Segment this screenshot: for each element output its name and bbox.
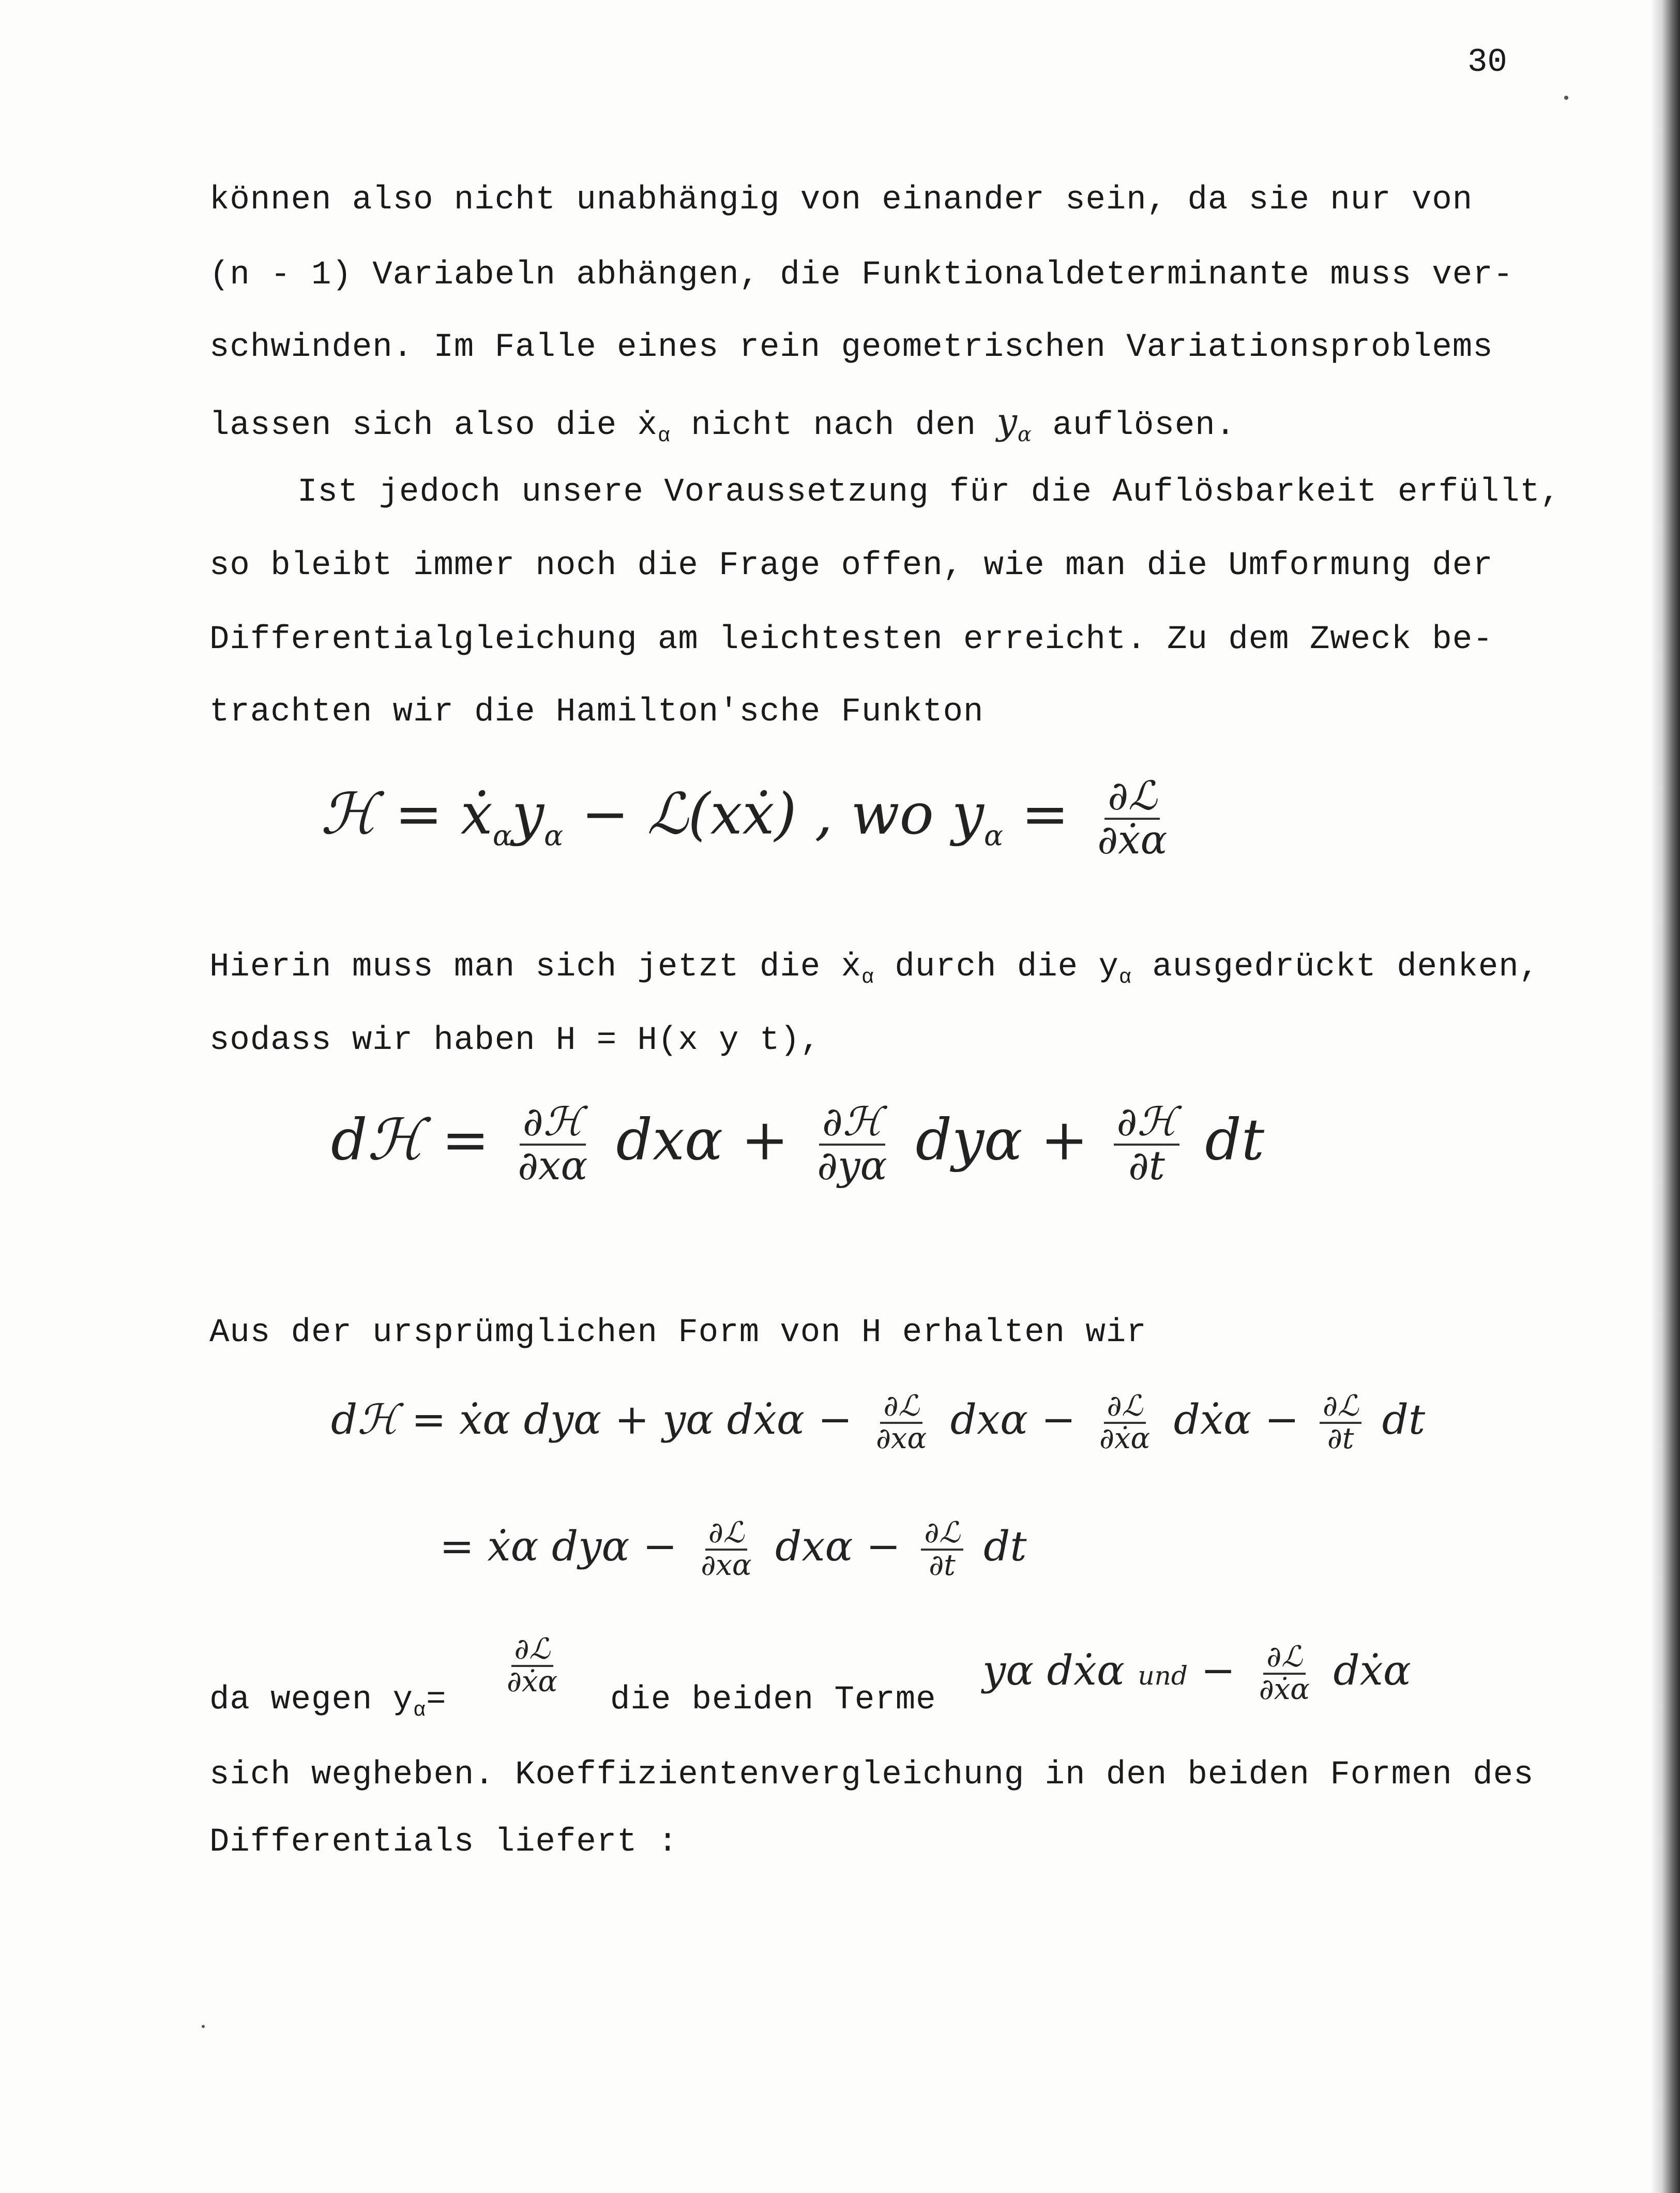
inline-fraction-dL-dxdot: $\frac{\text{∂ℒ}}{\text{∂ẋα}}$ (507, 1632, 558, 1699)
text-line-7: Differentialgleichung am leichtesten erreicht. Zu dem Zweck be- (209, 621, 1493, 658)
binding-shadow (1649, 0, 1680, 2193)
text-line-3: schwinden. Im Falle eines rein geometrischen Variationsproblems (209, 329, 1493, 366)
equation-dH-total: dℋ = $\frac{\text{∂ℋ}}{\partial x\alpha}$ dxα + $\frac{\text{∂ℋ}}{\partial y\alpha}$ dyα + $\frac{\text{∂ℋ}}{\partial t}$ dt (331, 1099, 1265, 1189)
scan-speck (1564, 96, 1568, 100)
text-line-6: so bleibt immer noch die Frage offen, wie man die Umformung der (209, 547, 1493, 584)
text-line-8: trachten wir die Hamilton'sche Funkton (209, 694, 984, 731)
text-line-10: sodass wir haben H = H(x y t), (209, 1022, 821, 1059)
text-line-1: können also nicht unabhängig von einander sein, da sie nur von (209, 182, 1473, 219)
equation-dH-original: dℋ = ẋα dyα + yα dẋα − $\frac{\text{∂ℒ}}{\partial x\alpha}$ dxα − $\frac{\text{∂ℒ}}{\text{∂ẋα}}$ dẋα − $\frac{\text{∂ℒ}}{\partial t}$ dt (331, 1389, 1426, 1455)
scan-speck (202, 2025, 205, 2028)
page-number: 30 (1467, 44, 1507, 81)
text-line-5: Ist jedoch unsere Voraussetzung für die Auflösbarkeit erfüllt, (297, 474, 1561, 511)
text-line-12: da wegen $y_\alpha=$ (209, 1681, 447, 1722)
equation-hamilton: ℋ = $ẋ_\alpha y_\alpha$ − ℒ(xẋ) , wo $y_\alpha$ = $\frac{\text{∂ℒ}}{\text{∂ẋα}}$ (321, 773, 1168, 863)
text-line-13: sich wegheben. Koeffizientenvergleichung in den beiden Formen des (209, 1756, 1534, 1794)
text-line-9: Hierin muss man sich jetzt die ẋ$_\alpha$ durch die $y_\alpha$ ausgedrückt denken, (209, 949, 1540, 989)
equation-dH-simplified: = ẋα dyα − $\frac{\text{∂ℒ}}{\partial x\alpha}$ dxα − $\frac{\text{∂ℒ}}{\partial t}$ dt (440, 1516, 1027, 1582)
inline-terms: yα dẋα und − $\frac{\text{∂ℒ}}{\text{∂ẋα}}$ dẋα (982, 1640, 1411, 1706)
text-line-14: Differentials liefert : (209, 1824, 678, 1861)
text-line-2: (n - 1) Variabeln abhängen, die Funktionaldeterminante muss ver- (209, 257, 1513, 294)
text-line-12-mid: die beiden Terme (610, 1681, 936, 1719)
text-line-11: Aus der ursprümglichen Form von H erhalten wir (209, 1314, 1147, 1351)
text-line-4: lassen sich also die ẋ$_\alpha$ nicht nach den $y_\alpha$ auflösen. (209, 400, 1236, 448)
